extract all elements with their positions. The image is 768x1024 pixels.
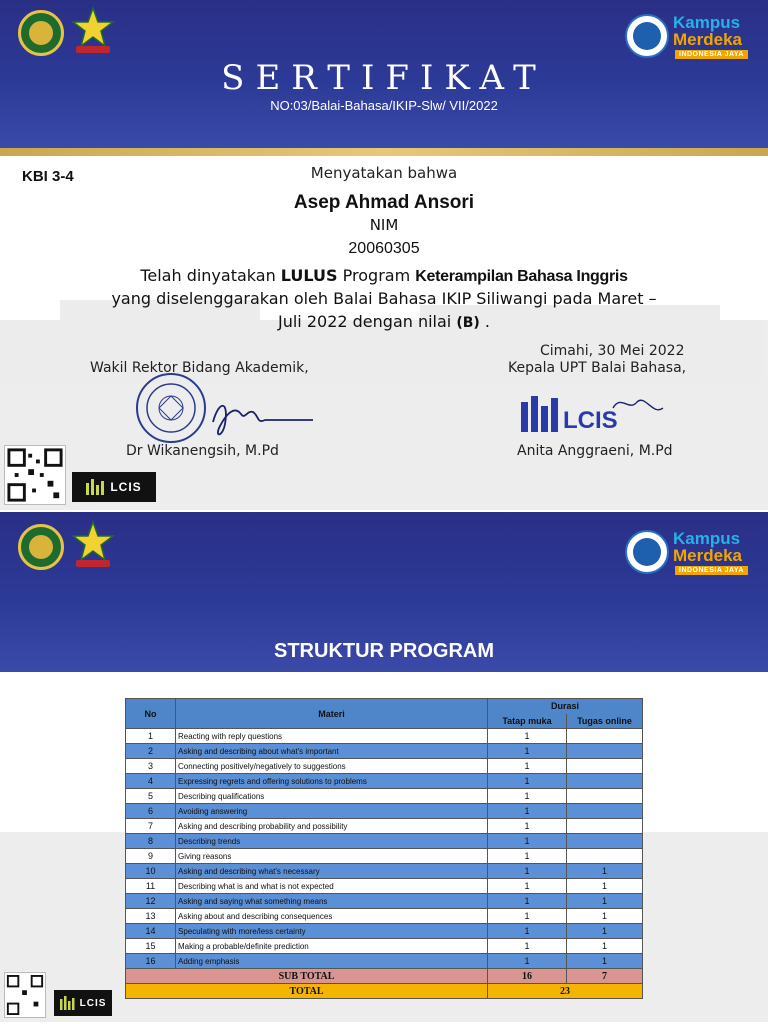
row-tugas-online: 1: [567, 924, 643, 939]
table-row: [126, 819, 643, 834]
row-tugas-online: 1: [567, 954, 643, 969]
left-signer-title: Wakil Rektor Bidang Akademik,: [90, 360, 309, 376]
table-row: [126, 909, 643, 924]
row-number: 14: [126, 924, 176, 939]
table-row: [126, 924, 643, 939]
certificate-number: NO:03/Balai-Bahasa/IKIP-Slw/ VII/2022: [270, 98, 498, 113]
qr-code-icon: [4, 445, 66, 505]
subtotal-tatap: 16: [488, 969, 567, 984]
body-line-2: yang diselenggarakan oleh Balai Bahasa IKIP Siliwangi pada Maret –: [111, 289, 657, 308]
row-tatap-muka: 1: [488, 879, 567, 894]
program-table: [125, 698, 643, 999]
structure-page: [0, 512, 768, 1024]
row-materi: Giving reasons: [176, 849, 488, 864]
row-number: 6: [126, 804, 176, 819]
row-number: 5: [126, 789, 176, 804]
row-number: 16: [126, 954, 176, 969]
row-materi: Connecting positively/negatively to suggestions: [176, 759, 488, 774]
subtotal-label: SUB TOTAL: [126, 969, 488, 984]
nim-label: NIM: [369, 216, 399, 234]
row-materi: Asking about and describing consequences: [176, 909, 488, 924]
table-row: [126, 879, 643, 894]
row-tugas-online: [567, 744, 643, 759]
header-durasi: Durasi: [488, 699, 643, 714]
row-tugas-online: [567, 789, 643, 804]
header-no: No: [126, 699, 176, 729]
row-materi: Expressing regrets and offering solutions to problems: [176, 774, 488, 789]
row-tatap-muka: 1: [488, 954, 567, 969]
row-tatap-muka: 1: [488, 774, 567, 789]
kampus-merdeka-icon: Kampus Merdeka INDONESIA JAYA: [625, 12, 768, 62]
row-tatap-muka: 1: [488, 894, 567, 909]
row-materi: Describing qualifications: [176, 789, 488, 804]
row-tugas-online: [567, 819, 643, 834]
qr-code-icon: [4, 972, 46, 1018]
total-label: TOTAL: [126, 984, 488, 999]
row-tugas-online: [567, 849, 643, 864]
right-signer-name: Anita Anggraeni, M.Pd: [517, 443, 673, 459]
row-materi: Speculating with more/less certainty: [176, 924, 488, 939]
total-row: [126, 984, 643, 999]
row-number: 3: [126, 759, 176, 774]
row-number: 15: [126, 939, 176, 954]
subtotal-online: 7: [567, 969, 643, 984]
table-row: [126, 774, 643, 789]
university-seal-icon: [18, 10, 64, 56]
certificate-title: SERTIFIKAT: [221, 58, 547, 98]
row-materi: Asking and describing probability and possibility: [176, 819, 488, 834]
row-tugas-online: 1: [567, 894, 643, 909]
row-materi: Reacting with reply questions: [176, 729, 488, 744]
table-row: [126, 729, 643, 744]
header-tugas-online: Tugas online: [567, 714, 643, 729]
lcis-badge: LCIS: [72, 472, 156, 502]
total-value: 23: [488, 984, 643, 999]
row-tugas-online: [567, 759, 643, 774]
row-number: 7: [126, 819, 176, 834]
row-materi: Asking and describing about what's important: [176, 744, 488, 759]
row-tatap-muka: 1: [488, 759, 567, 774]
left-signer-name: Dr Wikanengsih, M.Pd: [126, 443, 279, 459]
row-tatap-muka: 1: [488, 939, 567, 954]
table-row: [126, 849, 643, 864]
kampus-merdeka-icon: Kampus Merdeka INDONESIA JAYA: [625, 528, 768, 578]
row-tugas-online: 1: [567, 879, 643, 894]
row-materi: Asking and saying what something means: [176, 894, 488, 909]
row-tugas-online: 1: [567, 939, 643, 954]
row-tatap-muka: 1: [488, 804, 567, 819]
university-seal-icon: [18, 524, 64, 570]
recipient-name: Asep Ahmad Ansori: [293, 192, 475, 213]
row-tugas-online: 1: [567, 909, 643, 924]
row-tatap-muka: 1: [488, 789, 567, 804]
right-signer-title: Kepala UPT Balai Bahasa,: [508, 360, 687, 376]
row-number: 11: [126, 879, 176, 894]
row-tatap-muka: 1: [488, 849, 567, 864]
subtotal-row: [126, 969, 643, 984]
body-line-1: Telah dinyatakan LULUS Program Keterampilan Bahasa Inggris: [140, 266, 628, 285]
left-signature-icon: [205, 392, 320, 442]
row-tugas-online: [567, 834, 643, 849]
svg-text:LCIS: LCIS: [563, 407, 618, 434]
row-materi: Describing what is and what is not expected: [176, 879, 488, 894]
star-emblem-icon: [68, 6, 118, 56]
header-tatap-muka: Tatap muka: [488, 714, 567, 729]
row-tatap-muka: 1: [488, 744, 567, 759]
row-tatap-muka: 1: [488, 729, 567, 744]
table-row: [126, 759, 643, 774]
table-row: [126, 894, 643, 909]
row-tatap-muka: 1: [488, 909, 567, 924]
row-number: 9: [126, 849, 176, 864]
star-emblem-icon: [68, 520, 118, 570]
institution-stamp-icon: [126, 370, 216, 446]
table-row: [126, 954, 643, 969]
row-materi: Avoiding answering: [176, 804, 488, 819]
row-number: 4: [126, 774, 176, 789]
nim-value: 20060305: [348, 240, 420, 257]
table-row: [126, 834, 643, 849]
lcis-badge: LCIS: [54, 990, 112, 1016]
row-tatap-muka: 1: [488, 819, 567, 834]
row-tugas-online: [567, 729, 643, 744]
row-number: 8: [126, 834, 176, 849]
statement-text: Menyatakan bahwa: [310, 164, 458, 182]
table-row: [126, 804, 643, 819]
gold-strip: [0, 148, 768, 156]
row-materi: Asking and describing what's necessary: [176, 864, 488, 879]
table-row: [126, 939, 643, 954]
row-tatap-muka: 1: [488, 864, 567, 879]
body-line-3: Juli 2022 dengan nilai (B) .: [278, 312, 490, 331]
row-number: 2: [126, 744, 176, 759]
lcis-logo-icon: [517, 388, 667, 440]
row-materi: Adding emphasis: [176, 954, 488, 969]
row-tugas-online: [567, 774, 643, 789]
row-tatap-muka: 1: [488, 834, 567, 849]
row-number: 1: [126, 729, 176, 744]
table-row: [126, 789, 643, 804]
table-row: [126, 864, 643, 879]
table-row: [126, 744, 643, 759]
row-number: 12: [126, 894, 176, 909]
header-materi: Materi: [176, 699, 488, 729]
row-materi: Making a probable/definite prediction: [176, 939, 488, 954]
row-tatap-muka: 1: [488, 924, 567, 939]
row-materi: Describing trends: [176, 834, 488, 849]
row-tugas-online: [567, 804, 643, 819]
row-tugas-online: 1: [567, 864, 643, 879]
lcis-bars-icon: [86, 479, 106, 495]
structure-title: STRUKTUR PROGRAM: [274, 640, 494, 662]
issue-date: Cimahi, 30 Mei 2022: [540, 343, 685, 359]
row-number: 10: [126, 864, 176, 879]
lcis-bars-icon: [60, 996, 76, 1010]
level-label: KBI 3-4: [22, 168, 74, 185]
row-number: 13: [126, 909, 176, 924]
